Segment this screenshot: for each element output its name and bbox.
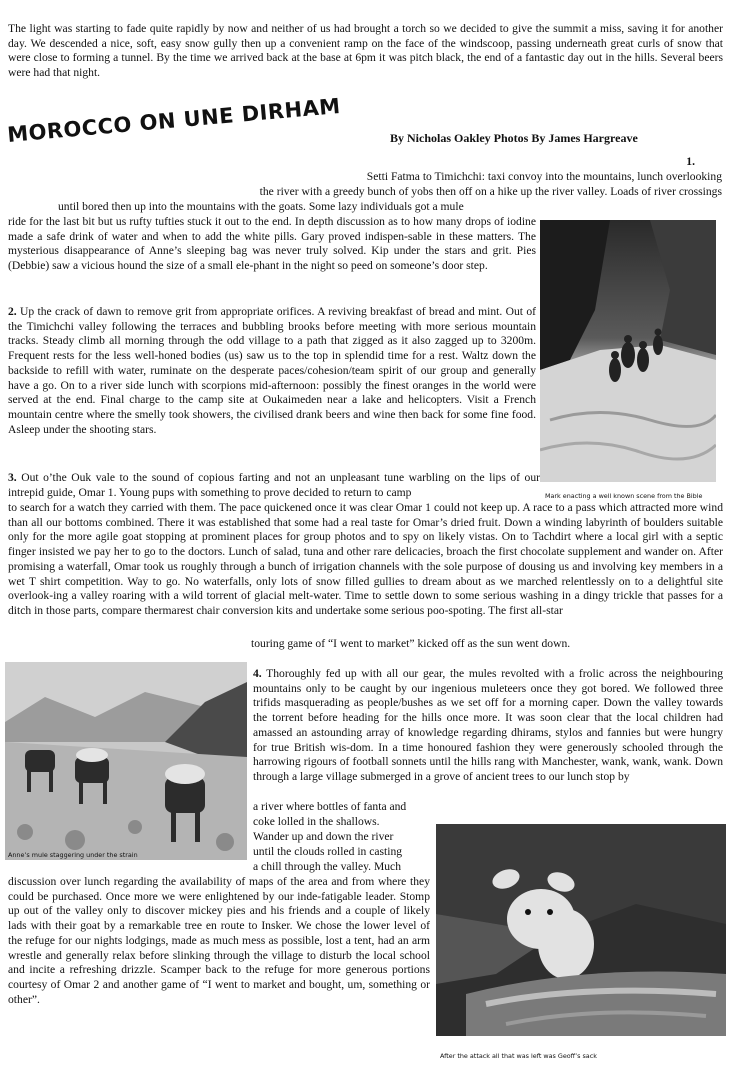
day4-text-a: Thoroughly fed up with all our gear, the mules revolted with a frolic across the neighbouring mountains only to be caught by our ingenious muleteers once they got bored. We followed three trifids masquerading as people/bushes as we set off for a morning caper. Down the valley towards the torrent before heading for the hills once more. It was soon clear that the local children had amassed an astounding array of knowledge regarding dhirams, stylos and fannies but were hungry for true British wis-dom. In a time honoured fashion they were generously schooled through the harrowing rigours of football sonnets until the hills rang with Manchester, wank, wank, wank. Down through a large village submerged in a grove of ancient trees to our lunch stop by — [253, 667, 723, 783]
day4-paragraph-bottom: discussion over lunch regarding the availability of maps of the area and from where they could be purchased. Once more we were enlightened by our inde-fatigable leader. Stomp up out of the valley only to discover mickey pies and his friends and a couple of likely lads with their goat by a remarkable tree en route to Insker. We chose the lower level of the refuge for our nights lodgings, made as much mess as possible, lost a tent, had an arm wrestle and generally relax before slinking through the village to disturb the local school and incite a refreshing drizzle. Scamper back to the refuge for more generous portions courtesy of Omar 2 and another game of “I went to market and bought, um, something or other”. — [8, 875, 430, 1006]
day2-number: 2. — [8, 305, 17, 318]
day4-line-c2: until the clouds rolled in casting — [253, 845, 403, 858]
intro-paragraph: The light was starting to fade quite rapidly by now and neither of us had brought a torch so we decided to give the summit a miss, saving it for another day. We descended a nice, soft, easy snow gully then up a convenient ramp on the face of the windscoop, passing underneath great curls of snow that were close to forming a tunnel. By the time we arrived back at the base at 6pm it was pitch black, the end of a fantastic day out in the hills. Several beers were had that night. — [8, 22, 723, 80]
mules-photo-caption: Anne’s mule staggering under the strain — [8, 851, 138, 859]
day4-paragraph-top — [253, 667, 723, 785]
day4-line-b1: a river where bottles of fanta and — [253, 800, 407, 813]
goat-photo — [436, 824, 726, 1036]
day3-number: 3. — [8, 471, 17, 484]
day1-number: 1. — [686, 155, 695, 168]
day1-line2: the river with a greedy bunch of yobs then off on a hike up the river valley. Loads of river crossings — [259, 185, 722, 198]
river-crossing-photo — [540, 220, 716, 482]
day4-number: 4. — [253, 667, 262, 680]
day4-line-c1: Wander up and down the river — [253, 830, 394, 843]
mules-photo — [5, 662, 247, 860]
day1-line1: Setti Fatma to Timichchi: taxi convoy into the mountains, lunch overlooking — [366, 170, 722, 183]
goat-photo-caption: After the attack all that was left was Geoff’s sack — [440, 1052, 597, 1060]
day4-line-c3: a chill through the valley. Much — [253, 860, 401, 873]
day1-paragraph: ride for the last bit but us rufty tufties stuck it out to the end. In depth discussion as to how many drops of iodine made a safe drink of water and when to add the white pills. Gary proved indispen-sable in these matters. The mysterious disappearance of Anne’s sleeping bag was never truly solved. Kip under the stars and grit. Pies (Debbie) saw a vicious hound the size of a small ele-phant in the night so peed on someone’s door step. — [8, 215, 536, 273]
article-title: MOROCCO ON UNE DIRHAM — [6, 93, 342, 147]
day3-first: Out o’the Ouk vale to the sound of copious farting and not an unpleasant tune warbling on the lips of our intrepid guide, Omar 1. Young pups with something to prove decided to return to camp — [8, 471, 540, 499]
day3-last-line: touring game of “I went to market” kicked off as the sun went down. — [251, 637, 571, 650]
river-photo-caption: Mark enacting a well known scene from the Bible — [545, 492, 703, 500]
day3-paragraph-body: to search for a watch they carried with them. The pace quickened once it was clear Omar 1 could not keep up. A race to a pass which attracted more wind than all our bottoms combined. There it was established that some had a real taste for Omar’s dried fruit. Down a winding labyrinth of boulders suitable only for the more agile goat stopping at prominent places for group photos and to spy on likely vistas. On to Tachdirt where a local girl with a septic finger insisted we pay her to go to the doctors. Lunch of salad, tuna and other rare delicacies, broach the first chocolate supplement and wander on. After promising a waterfall, Omar took us roughly through a bunch of irrigation channels with the sole purpose of dousing us and involving key members in a wet T shirt competition. Way to go. No waterfalls, only lots of snow filled gullies to dream about as we marched relentlessly on to a delightful site overlook-ing a valley roaring with a wild torrent of glacial melt-water. Time to settle down to some serious washing in a dingy trickle that passes for a ditch in those parts, compare thermarest chair conversion kits and undertake some serious poo-spoting. The first all-star — [8, 501, 723, 617]
day2-text: Up the crack of dawn to remove grit from appropriate orifices. A reviving breakfast of bread and mint. Out of the Timichchi valley following the terraces and bubbling brooks before meeting with more serious mountain tracks. Steady climb all morning through the odd village to a path that zigged as it also zagged up to 3200m. Frequent rests for the less well-honed bodies (us) saw us to the top in splendid time for a rest. Waltz down the backside to refill with water, ruminate on the desperate paces/cohesion/team spirit of our group and generally have a go. On to a river side lunch with scorpions mid-afternoon: possibly the finest oranges in the world were served at the end. Final charge to the camp site at Oukaimeden near a lake and helicopters. Visit a French mountain centre where the smelly took showers, the civilised drank beers and wine then back for some fine food. Asleep under the shooting stars. — [8, 305, 536, 436]
day2-paragraph — [8, 305, 536, 437]
byline: By Nicholas Oakley Photos By James Hargreave — [390, 131, 638, 145]
day1-line3: until bored then up into the mountains with the goats. Some lazy individuals got a mule — [58, 200, 464, 213]
day4-line-b2: coke lolled in the shallows. — [253, 815, 380, 828]
day3-paragraph-start — [8, 471, 540, 500]
